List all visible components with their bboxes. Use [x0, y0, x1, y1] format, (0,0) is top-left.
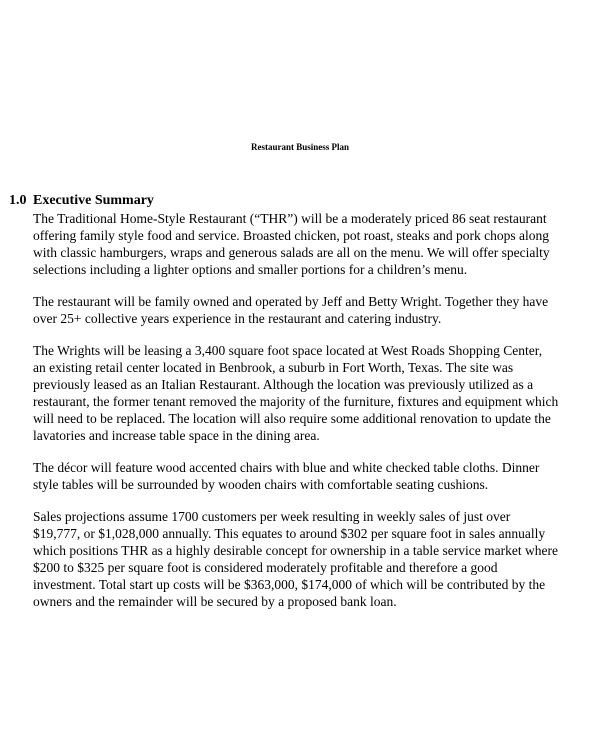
text-line: style tables will be surrounded by wooden chairs with comfortable seating cushions. [33, 477, 489, 492]
paragraph-decor [33, 459, 593, 493]
section-body [33, 210, 593, 625]
text-line: restaurant, the former tenant removed the majority of the furniture, fixtures and equipment which [33, 394, 559, 409]
section-number: 1.0 [9, 193, 27, 208]
text-line: previously leased as an Italian Restaurant. Although the location was previously utilized as a [33, 377, 534, 392]
text-line: with classic hamburgers, wraps and generous salads are all on the menu. We will offer specialty [33, 245, 550, 260]
text-line: owners and the remainder will be secured by a proposed bank loan. [33, 594, 397, 609]
text-line: lavatories and increase table space in the dining area. [33, 428, 320, 443]
section-heading [9, 193, 154, 209]
text-line: The restaurant will be family owned and operated by Jeff and Betty Wright. Together they have [33, 294, 549, 309]
document-title: Restaurant Business Plan [250, 142, 349, 152]
text-line: offering family style food and service. Broasted chicken, pot roast, steaks and pork chops along [33, 228, 549, 243]
text-line: $200 to $325 per square foot is considered moderately profitable and therefore a good [33, 560, 498, 575]
text-line: an existing retail center located in Benbrook, a suburb in Fort Worth, Texas. The site was [33, 360, 514, 375]
paragraph-ownership [33, 293, 593, 327]
text-line: will need to be replaced. The location will also require some additional renovation to update the [33, 411, 551, 426]
text-line: selections including a lighter options and smaller portions for a children’s menu. [33, 262, 468, 277]
text-line: over 25+ collective years experience in the restaurant and catering industry. [33, 311, 442, 326]
text-line: which positions THR as a highly desirable concept for ownership in a table service market where [33, 543, 558, 558]
paragraph-location [33, 342, 593, 444]
paragraph-sales [33, 508, 593, 610]
paragraph-overview [33, 210, 593, 278]
text-line: Sales projections assume 1700 customers per week resulting in weekly sales of just over [33, 509, 511, 524]
section-title: Executive Summary [33, 193, 154, 208]
text-line: $19,777, or $1,028,000 annually. This equates to around $302 per square foot in sales annually [33, 526, 546, 541]
text-line: The Traditional Home-Style Restaurant (“THR”) will be a moderately priced 86 seat restaurant [33, 211, 547, 226]
text-line: The Wrights will be leasing a 3,400 square foot space located at West Roads Shopping Center, [33, 343, 543, 358]
text-line: investment. Total start up costs will be $363,000, $174,000 of which will be contributed by the [33, 577, 546, 592]
text-line: The décor will feature wood accented chairs with blue and white checked table cloths. Dinner [33, 460, 540, 475]
